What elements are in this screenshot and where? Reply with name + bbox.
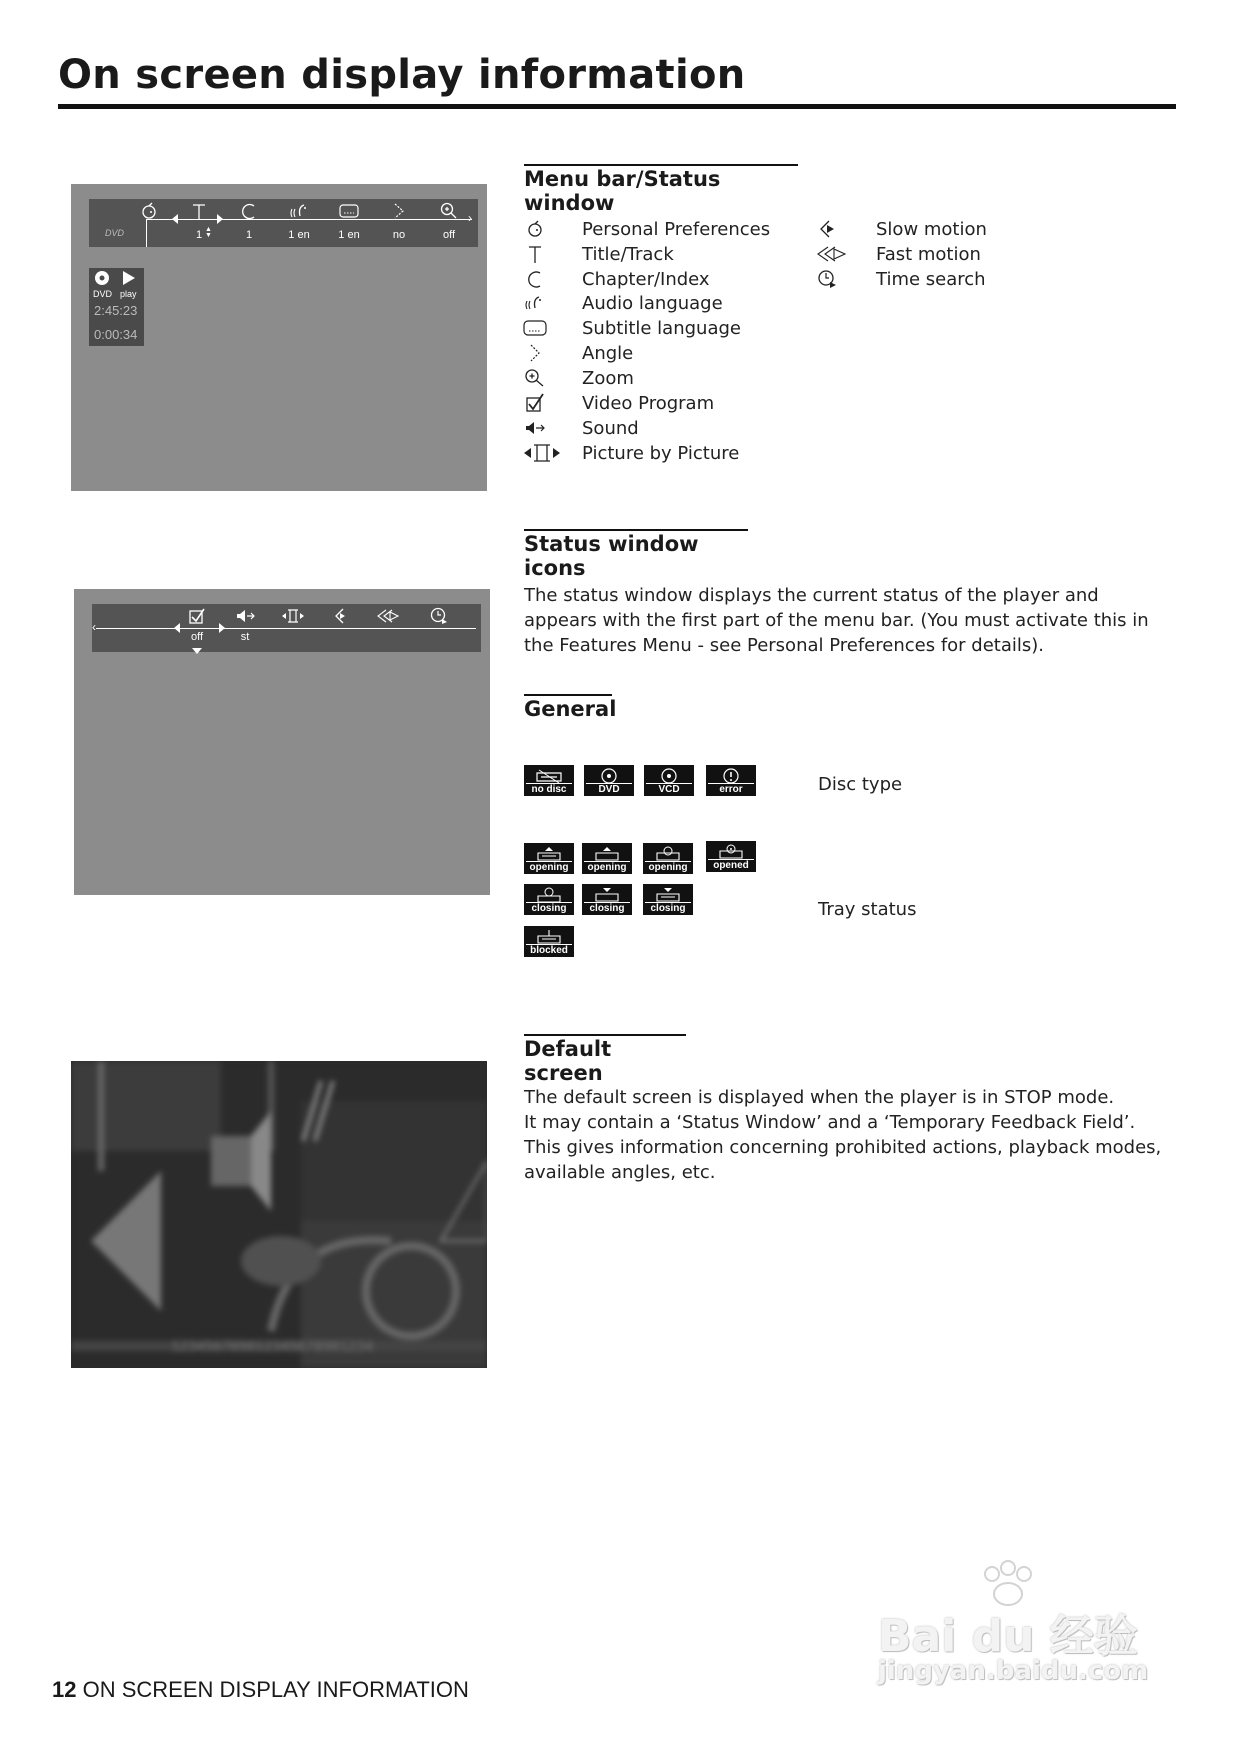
angle-icon[interactable]: [386, 201, 412, 223]
tray-closing-icon: [524, 884, 574, 915]
no-disc-icon: [524, 765, 574, 796]
subtitle-language-icon: [522, 318, 548, 340]
legend-label: Fast motion: [876, 244, 981, 265]
default-heading: Default screen: [524, 1034, 686, 1085]
zoom-value: off: [442, 229, 456, 241]
status-disc-label: DVD: [93, 289, 113, 299]
video-program-value: off: [190, 631, 204, 643]
sound-icon: [522, 418, 548, 440]
subtitle-language-icon[interactable]: [336, 201, 362, 223]
tray-label: blocked: [526, 944, 572, 956]
default-screen-image: [71, 1061, 487, 1368]
updown-icon: ▲ ▼: [205, 226, 212, 239]
menu-arrow-end: ›: [468, 211, 472, 225]
tray-opening-icon: [524, 843, 574, 874]
tray-closing-icon: [643, 884, 693, 915]
dvd-logo: DVD: [105, 228, 125, 238]
tray-label: opening: [584, 861, 630, 873]
tray-label: closing: [526, 902, 572, 914]
legend-label: Chapter/Index: [582, 269, 710, 290]
legend-label: Subtitle language: [582, 318, 741, 339]
footer-title: ON SCREEN DISPLAY INFORMATION: [82, 1677, 469, 1702]
tray-label: closing: [645, 902, 691, 914]
tray-blocked-icon: [524, 926, 574, 957]
audio-value: 1 en: [288, 229, 310, 241]
screen-menubar: [71, 184, 487, 491]
legend-label: Audio language: [582, 293, 723, 314]
time-total: 2:45:23: [94, 303, 138, 318]
watermark-brand: Bai du 经验: [878, 1611, 1138, 1662]
title-rule: [58, 104, 1176, 109]
menu-bar: [89, 199, 478, 247]
menu-bar-2: [92, 604, 481, 652]
tray-closing-icon: [582, 884, 632, 915]
legend-label: Time search: [876, 269, 986, 290]
play-icon: [122, 271, 136, 290]
menu-right-arrow: [217, 214, 223, 224]
menu-arrow-start: ‹: [92, 620, 96, 634]
time-search-icon[interactable]: [426, 606, 452, 628]
status-window: [89, 268, 144, 346]
default-paragraph-1: The default screen is displayed when the player is in STOP mode.: [524, 1087, 1115, 1108]
legend-label: Video Program: [582, 393, 715, 414]
tray-opening-icon: [643, 843, 693, 874]
disc-type-label: no disc: [526, 783, 572, 795]
legend-label: Picture by Picture: [582, 443, 740, 464]
time-search-icon: [815, 269, 841, 291]
video-program-icon[interactable]: [184, 606, 210, 628]
title-track-icon[interactable]: [186, 201, 212, 223]
footer-page-number: 12: [52, 1677, 77, 1702]
legend-label: Angle: [582, 343, 634, 364]
subtitle-value: 1 en: [338, 229, 360, 241]
tray-opening-icon: [582, 843, 632, 874]
picture-by-picture-icon[interactable]: [280, 606, 306, 628]
audio-language-icon: [522, 293, 548, 315]
picture-by-picture-icon: [522, 443, 562, 465]
chapter-index-icon: [522, 269, 548, 291]
legend-label: Sound: [582, 418, 639, 439]
status-heading: Status window icons: [524, 529, 748, 580]
watermark: [870, 1560, 1190, 1690]
disc-type-caption: Disc type: [818, 774, 903, 795]
status-paragraph: The status window displays the current status of the player and appears with the first part of the menu bar. (You must activate this in the Features Menu - see Personal Preferences for details).: [524, 585, 1149, 656]
legend-label: Slow motion: [876, 219, 987, 240]
disc-type-label: DVD: [586, 783, 632, 795]
default-paragraph-2: It may contain a ‘Status Window’ and a ‘Temporary Feedback Field’. This gives information concerning prohibited actions, playback modes, available angles, etc.: [524, 1112, 1162, 1183]
dvd-disc-icon: [584, 765, 634, 796]
tray-label: opening: [526, 861, 572, 873]
legend-label: Personal Preferences: [582, 219, 771, 240]
audio-language-icon[interactable]: [286, 201, 312, 223]
time-elapsed: 0:00:34: [94, 327, 138, 342]
footer: [52, 1677, 469, 1703]
tray-label: closing: [584, 902, 630, 914]
disc-icon: [94, 270, 110, 291]
page-title: On screen display information: [58, 52, 746, 98]
slow-motion-icon: [815, 219, 841, 241]
tray-label: opened: [708, 859, 754, 871]
fast-motion-icon[interactable]: [374, 606, 400, 628]
sound-icon[interactable]: [232, 606, 258, 628]
tray-opened-icon: [706, 841, 756, 872]
tray-label: opening: [645, 861, 691, 873]
sound-value: st: [240, 631, 250, 643]
title-track-icon: [522, 244, 548, 266]
video-program-icon: [522, 393, 548, 415]
vcd-disc-icon: [644, 765, 694, 796]
menubar-heading: Menu bar/Status window: [524, 164, 798, 215]
slow-motion-icon[interactable]: [328, 606, 354, 628]
angle-icon: [522, 343, 548, 365]
angle-value: no: [392, 229, 406, 241]
personal-preferences-icon[interactable]: [136, 201, 162, 223]
svg-text:123456789012345678901234: 123456789012345678901234: [171, 1339, 374, 1355]
disc-type-label: VCD: [646, 783, 692, 795]
title-track-value: 1: [195, 229, 203, 241]
chapter-index-icon[interactable]: [236, 201, 262, 223]
down-pointer-icon: [192, 648, 202, 654]
disc-type-label: error: [708, 783, 754, 795]
menu-line-2: [96, 628, 476, 629]
menu-divider: [146, 219, 147, 247]
menu-left-arrow: [172, 214, 178, 224]
legend-label: Zoom: [582, 368, 634, 389]
error-disc-icon: [706, 765, 756, 796]
legend-label: Title/Track: [582, 244, 674, 265]
zoom-icon[interactable]: [436, 201, 462, 223]
watermark-url: jingyan.baidu.com: [878, 1656, 1149, 1686]
personal-preferences-icon: [522, 219, 548, 241]
fast-motion-icon: [815, 244, 849, 266]
screen-status: [74, 589, 490, 895]
general-heading: General: [524, 694, 612, 721]
chapter-value: 1: [245, 229, 253, 241]
status-mode-label: play: [120, 289, 137, 299]
tray-status-caption: Tray status: [818, 899, 917, 920]
zoom-icon: [522, 368, 548, 390]
